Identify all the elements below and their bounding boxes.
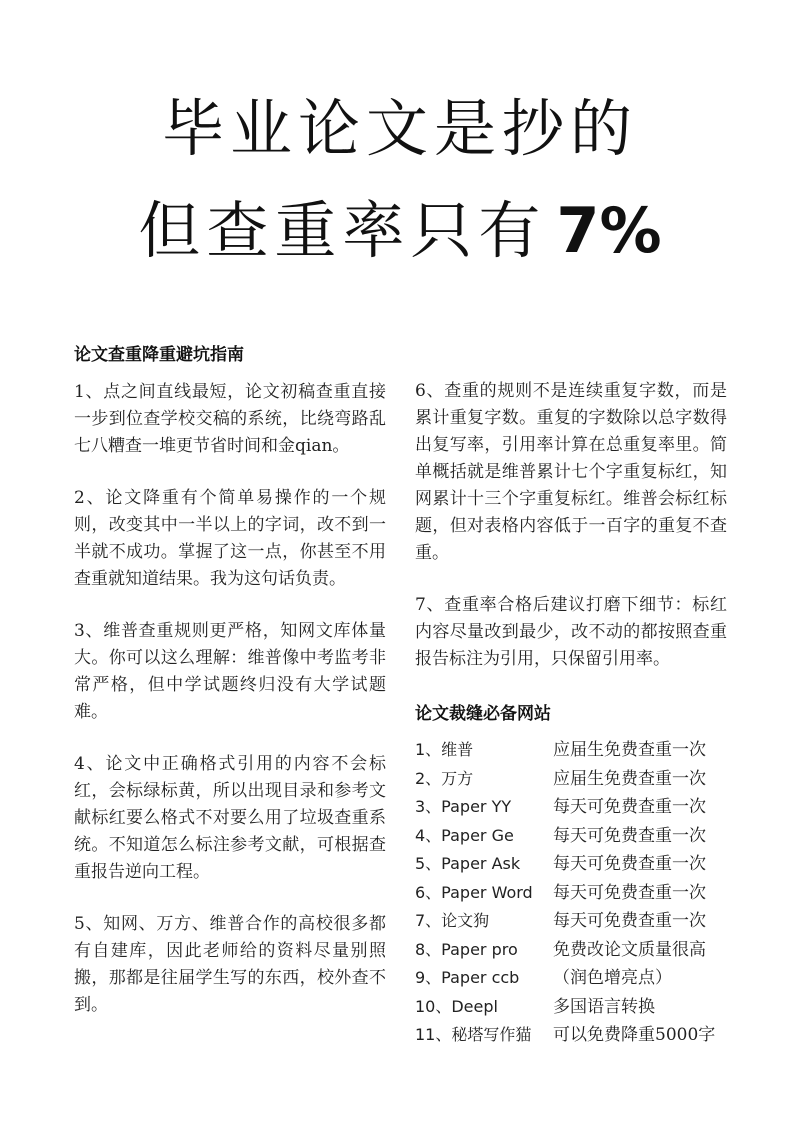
site-description: 每天可免费查重一次 <box>553 911 706 931</box>
site-description: 每天可免费查重一次 <box>553 854 706 874</box>
site-list-item <box>415 822 727 851</box>
site-name: 5、Paper Ask <box>415 854 521 873</box>
site-list-item <box>415 936 727 965</box>
title-text: 但查重率只有 <box>138 194 547 267</box>
site-description: 可以免费降重5000字 <box>553 1025 716 1045</box>
site-name: 11、秘塔写作猫 <box>415 1025 532 1044</box>
site-list-item <box>415 793 727 822</box>
site-list-item <box>415 850 727 879</box>
right-column <box>415 378 727 1050</box>
site-name: 1、维普 <box>415 740 474 759</box>
site-list-item <box>415 1021 727 1050</box>
page-title-line-2 <box>0 194 800 267</box>
site-description: 每天可免费查重一次 <box>553 825 706 846</box>
site-name: 10、Deepl <box>415 996 498 1016</box>
site-description: 每天可免费查重一次 <box>553 797 706 817</box>
tip-paragraph: 3、维普查重规则更严格，知网文库体量大。你可以这么理解：维普像中考监考非常严格，但中学试题终归没有大学试题难。 <box>74 621 386 722</box>
site-list-item <box>415 964 727 993</box>
site-description: （润色增亮点） <box>553 968 672 988</box>
site-description: 应届生免费查重一次 <box>553 768 706 789</box>
site-name: 4、Paper Ge <box>415 825 514 845</box>
site-list-item <box>415 907 727 936</box>
tip-paragraph: 6、查重的规则不是连续重复字数，而是累计重复字数。重复的字数除以总字数得出复写率，引用率计算在总重复率里。简单概括就是维普累计七个字重复标红，知网累计十三个字重复标红。维普会标红标题，但对表格内容低于一百字的重复不查重。 <box>415 381 727 563</box>
sites-list <box>415 736 727 1050</box>
site-name: 7、论文狗 <box>415 911 490 930</box>
site-list-item <box>415 879 727 908</box>
site-list-item <box>415 765 727 794</box>
site-name: 3、Paper YY <box>415 797 512 816</box>
site-name: 2、万方 <box>415 768 474 788</box>
guide-heading: 论文查重降重避坑指南 <box>74 345 244 365</box>
site-description: 多国语言转换 <box>553 996 655 1017</box>
tip-paragraph: 7、查重率合格后建议打磨下细节：标红内容尽量改到最少，改不动的都按照查重报告标注为引用，只保留引用率。 <box>415 595 727 669</box>
site-name: 9、Paper ccb <box>415 968 520 987</box>
tip-paragraph: 2、论文降重有个简单易操作的一个规则，改变其中一半以上的字词，改不到一半就不成功。掌握了这一点，你甚至不用查重就知道结果。我为这句话负责。 <box>74 488 386 589</box>
site-description: 每天可免费查重一次 <box>553 882 706 903</box>
left-column <box>74 340 386 1044</box>
site-name: 8、Paper pro <box>415 939 518 959</box>
tip-paragraph: 4、论文中正确格式引用的内容不会标红，会标绿标黄，所以出现目录和参考文献标红要么格式不对要么用了垃圾查重系统。不知道怎么标注参考文献，可根据查重报告逆向工程。 <box>74 754 386 882</box>
site-description: 免费改论文质量很高 <box>553 939 706 960</box>
page-title-line-1: 毕业论文是抄的 <box>161 92 638 165</box>
sites-heading: 论文裁缝必备网站 <box>415 704 551 724</box>
site-list-item <box>415 993 727 1022</box>
site-list-item <box>415 736 727 765</box>
tip-paragraph: 5、知网、万方、维普合作的高校很多都有自建库，因此老师给的资料尽量别照搬，那都是往届学生写的东西，校外查不到。 <box>74 914 386 1015</box>
site-name: 6、Paper Word <box>415 882 533 902</box>
title-percentage: 7% <box>556 194 662 267</box>
tip-paragraph: 1、点之间直线最短，论文初稿查重直接一步到位查学校交稿的系统，比绕弯路乱七八糟查一堆更节省时间和金qian。 <box>74 382 386 456</box>
site-description: 应届生免费查重一次 <box>553 740 706 760</box>
